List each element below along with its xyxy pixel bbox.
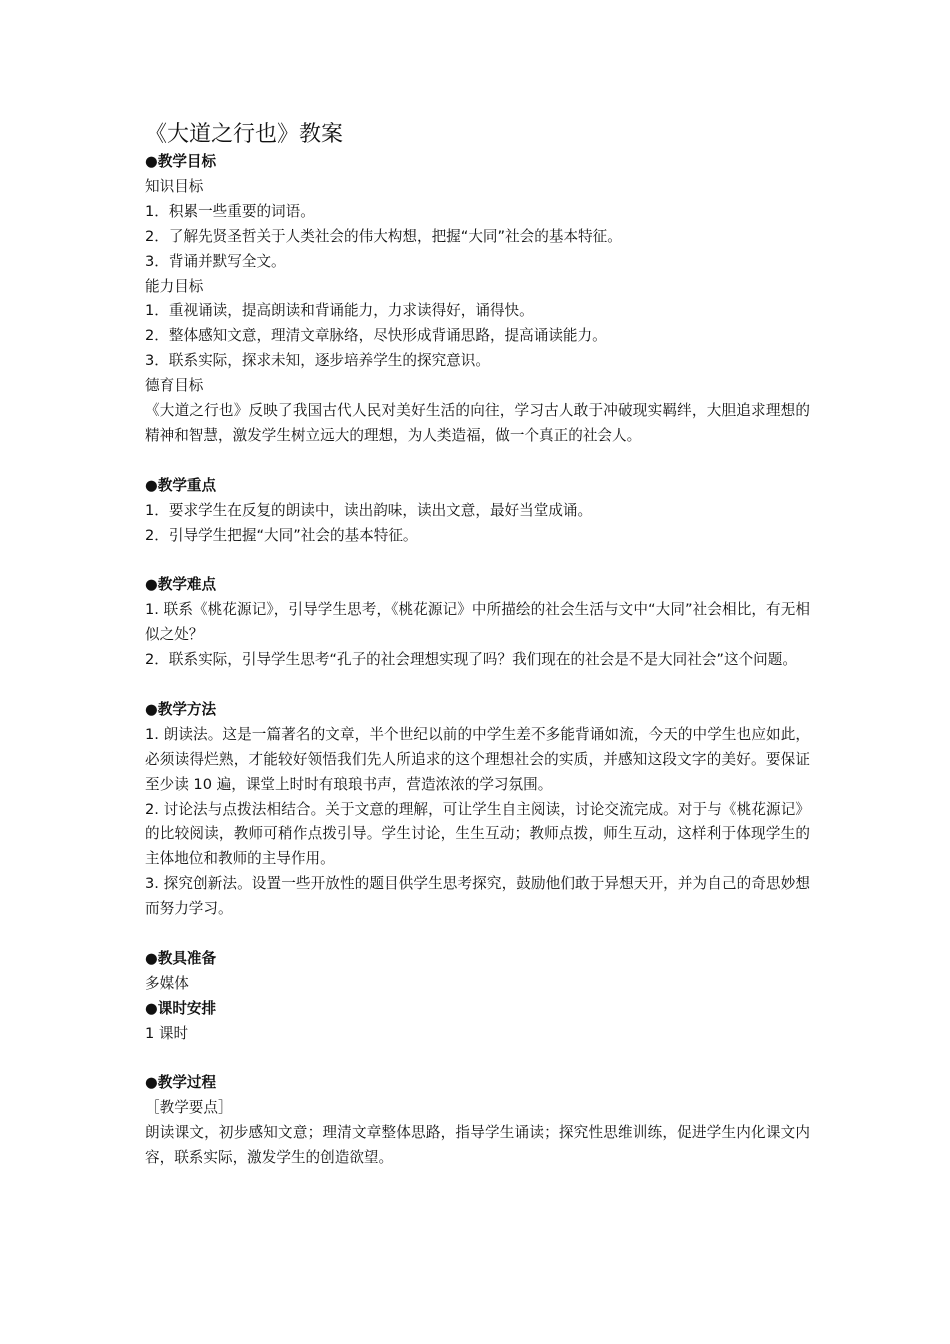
- ability-item: 1．重视诵读，提高朗读和背诵能力，力求读得好，诵得快。: [145, 302, 534, 320]
- subheading-moral: 德育目标: [145, 377, 204, 395]
- section-heading-methods: ●教学方法: [145, 700, 217, 718]
- method-item: 3. 探究创新法。设置一些开放性的题目供学生思考探究，鼓励他们敢于异想天开，并为自己的奇思妙想而努力学习。: [145, 875, 810, 918]
- knowledge-item: 2．了解先贤圣哲关于人类社会的伟大构想，把握“大同”社会的基本特征。: [145, 227, 622, 245]
- process-subheading: ［教学要点］: [145, 1099, 233, 1117]
- section-heading-focus: ●教学重点: [145, 476, 217, 494]
- moral-paragraph: 《大道之行也》反映了我国古代人民对美好生活的向往，学习古人敢于冲破现实羁绊，大胆追求理想的精神和智慧，激发学生树立远大的理想，为人类造福，做一个真正的社会人。: [145, 402, 810, 444]
- section-heading-difficulty: ●教学难点: [145, 576, 217, 594]
- document-title: 《大道之行也》教案: [145, 122, 344, 147]
- ability-item: 3．联系实际，探求未知，逐步培养学生的探究意识。: [145, 352, 490, 370]
- spacer: [145, 673, 810, 698]
- section-heading-process: ●教学过程: [145, 1074, 217, 1092]
- spacer: [145, 922, 810, 947]
- knowledge-item: 3．背诵并默写全文。: [145, 252, 286, 270]
- knowledge-item: 1．积累一些重要的词语。: [145, 202, 315, 220]
- section-heading-tools: ●教具准备: [145, 949, 217, 967]
- difficulty-item: 1. 联系《桃花源记》，引导学生思考，《桃花源记》中所描绘的社会生活与文中“大同”社会相比，有无相似之处？: [145, 601, 810, 644]
- tools-text: 多媒体: [145, 974, 189, 992]
- focus-item: 2．引导学生把握“大同”社会的基本特征。: [145, 526, 418, 544]
- ability-item: 2．整体感知文意，理清文章脉络，尽快形成背诵思路，提高诵读能力。: [145, 327, 607, 345]
- process-text: 朗读课文，初步感知文意；理清文章整体思路，指导学生诵读；探究性思维训练，促进学生内化课文内容，联系实际，激发学生的创造欲望。: [145, 1124, 810, 1167]
- spacer: [145, 1047, 810, 1072]
- spacer: [145, 449, 810, 474]
- spacer: [145, 548, 810, 573]
- difficulty-item: 2．联系实际，引导学生思考“孔子的社会理想实现了吗？我们现在的社会是不是大同社会”这个问题。: [145, 651, 797, 669]
- schedule-text: 1 课时: [145, 1024, 189, 1042]
- document-page: [145, 120, 810, 1171]
- method-item: 1. 朗读法。这是一篇著名的文章，半个世纪以前的中学生差不多能背诵如流，今天的中学生也应如此，必须读得烂熟，才能较好领悟我们先人所追求的这个理想社会的实质，并感知这段文字的美好。要保证至少读 10 遍，课堂上时时有琅琅书声，营造浓浓的学习氛围。: [145, 725, 810, 793]
- method-item: 2. 讨论法与点拨法相结合。关于文意的理解，可让学生自主阅读，讨论交流完成。对于与《桃花源记》的比较阅读，教师可稍作点拨引导。学生讨论，生生互动；教师点拨，师生互动，这样利于体现学生的主体地位和教师的主导作用。: [145, 800, 810, 868]
- focus-item: 1．要求学生在反复的朗读中，读出韵味，读出文意，最好当堂成诵。: [145, 501, 593, 519]
- subheading-knowledge: 知识目标: [145, 177, 204, 195]
- section-heading-schedule: ●课时安排: [145, 999, 217, 1017]
- subheading-ability: 能力目标: [145, 277, 204, 295]
- section-heading-goals: ●教学目标: [145, 153, 217, 170]
